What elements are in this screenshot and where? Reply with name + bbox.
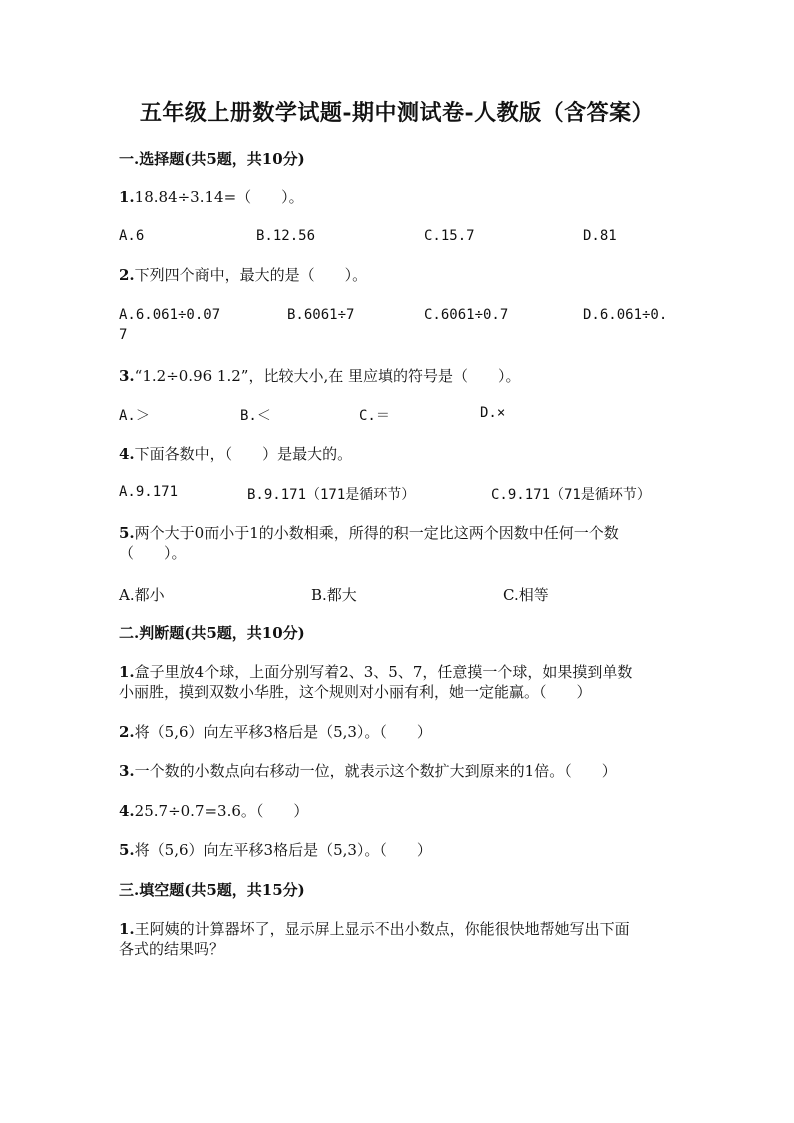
option-b: B.＜ — [240, 408, 271, 424]
option-a: A.都小 — [119, 586, 165, 604]
question-number: 4. — [119, 802, 135, 820]
judge-question-4 — [119, 801, 679, 821]
option-c: C.9.171（71是循环节） — [491, 487, 651, 503]
question-text: 下面各数中，（ ）是最大的。 — [134, 445, 353, 463]
option-d: D.× — [480, 405, 506, 421]
question-text: 将（5,6）向左平移3格后是（5,3）。（ ） — [134, 841, 432, 859]
fill-question-1 — [119, 919, 679, 959]
question-number: 4. — [119, 445, 135, 463]
choice-question-4 — [119, 444, 679, 464]
option-c: C.＝ — [359, 408, 390, 424]
option-b: B.9.171（171是循环节） — [247, 487, 416, 503]
option-d: D.6.061÷0. — [583, 307, 668, 323]
question-text: 王阿姨的计算器坏了，显示屏上显示不出小数点，你能很快地帮她写出下面 — [134, 920, 630, 938]
option-a: A.6.061÷0.07 — [119, 307, 221, 323]
question-text: “1.2÷0.96 1.2”，比较大小,在 里应填的符号是（ ）。 — [134, 367, 521, 385]
question-text: 25.7÷0.7=3.6。（ ） — [134, 802, 309, 820]
question-number: 1. — [119, 188, 135, 206]
question-text: 盒子里放4个球，上面分别写着2、3、5、7，任意摸一个球，如果摸到单数 — [134, 663, 633, 681]
question-text: 将（5,6）向左平移3格后是（5,3）。（ ） — [134, 723, 432, 741]
choice-question-2 — [119, 265, 679, 285]
question-number: 2. — [119, 723, 135, 741]
option-a: A.6 — [119, 228, 145, 244]
question-number: 1. — [119, 920, 135, 938]
judge-question-1 — [119, 662, 679, 702]
question-number: 3. — [119, 367, 135, 385]
option-c: C.15.7 — [424, 228, 475, 244]
option-b: B.都大 — [311, 586, 357, 604]
option-c: C.6061÷0.7 — [424, 307, 509, 323]
question-text-cont: 小丽胜，摸到双数小华胜，这个规则对小丽有利，她一定能赢。（ ） — [119, 683, 592, 701]
option-b: B.12.56 — [256, 228, 316, 244]
option-d: D.81 — [583, 228, 617, 244]
page-title: 五年级上册数学试题-期中测试卷-人教版（含答案） — [139, 100, 655, 126]
question-number: 3. — [119, 762, 135, 780]
section-heading-choice: 一.选择题(共5题，共10分) — [119, 150, 305, 168]
question-text: 18.84÷3.14=（ ）。 — [134, 188, 304, 206]
judge-question-5 — [119, 840, 679, 860]
question-text: 下列四个商中，最大的是（ ）。 — [134, 266, 368, 284]
section-heading-fill: 三.填空题(共5题，共15分) — [119, 881, 305, 899]
question-text-cont: 各式的结果吗？ — [119, 940, 225, 958]
option-b: B.6061÷7 — [287, 307, 355, 323]
judge-question-2 — [119, 722, 679, 742]
question-number: 5. — [119, 524, 135, 542]
section-heading-judge: 二.判断题(共5题，共10分) — [119, 624, 305, 642]
question-text: 一个数的小数点向右移动一位，就表示这个数扩大到原来的1倍。（ ） — [134, 762, 617, 780]
question-text-cont: （ ）。 — [119, 544, 187, 562]
option-a: A.＞ — [119, 408, 150, 424]
option-c: C.相等 — [503, 586, 549, 604]
question-number: 2. — [119, 266, 135, 284]
choice-question-5 — [119, 523, 679, 563]
question-number: 1. — [119, 663, 135, 681]
question-text: 两个大于0而小于1的小数相乘，所得的积一定比这两个因数中任何一个数 — [134, 524, 619, 542]
option-d-wrap: 7 — [119, 327, 128, 343]
choice-question-3 — [119, 366, 679, 386]
choice-question-1 — [119, 187, 679, 207]
option-a: A.9.171 — [119, 484, 179, 500]
question-number: 5. — [119, 841, 135, 859]
judge-question-3 — [119, 761, 679, 781]
